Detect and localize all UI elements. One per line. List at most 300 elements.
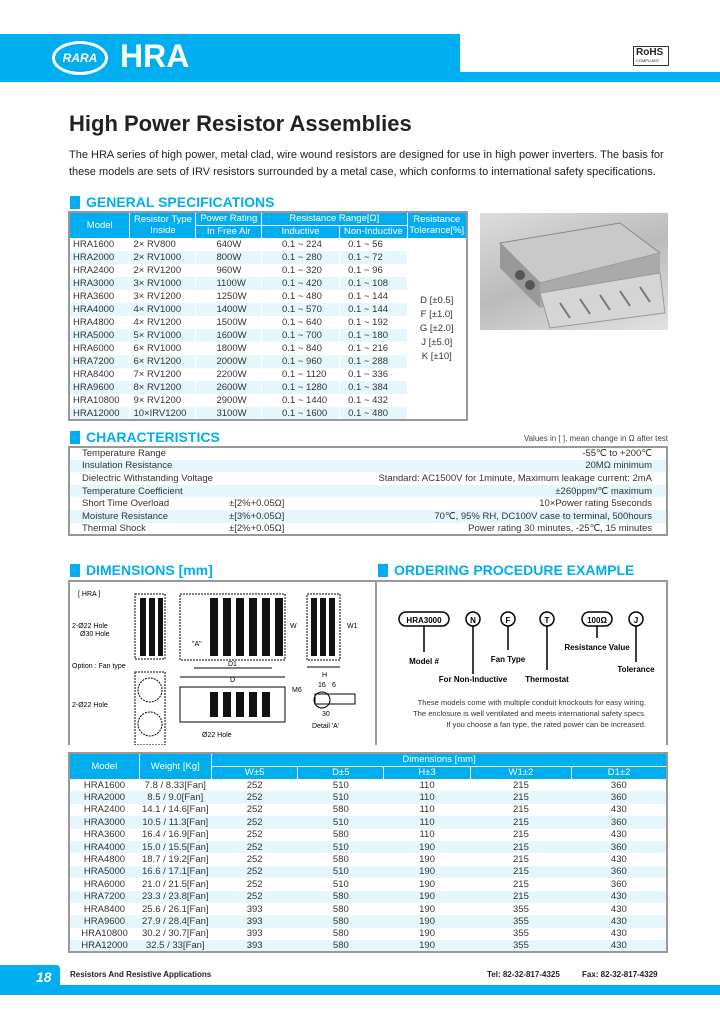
characteristic-change: ±[3%+0.05Ω]	[219, 510, 319, 523]
dim-30: 30	[322, 711, 330, 718]
w: 252	[246, 779, 263, 791]
footer-band	[0, 985, 720, 995]
power: 800W	[196, 251, 262, 264]
tolerance-option: G [±2.0]	[419, 322, 454, 334]
drawing-label: [ HRA ]	[78, 591, 101, 598]
h: 190	[384, 866, 470, 878]
fan-option-label: Option : Fan type	[72, 663, 126, 670]
d1: 430	[610, 928, 627, 940]
power: 2600W	[196, 381, 262, 394]
characteristics-heading	[70, 429, 220, 445]
table-row	[69, 791, 667, 803]
model: HRA1600	[69, 238, 130, 251]
w: 252	[212, 841, 298, 853]
rohs-sub: COMPLIANT	[636, 58, 660, 63]
table-row	[69, 510, 667, 523]
inductive-range: 0.1 ~ 420	[262, 277, 340, 290]
w: 393	[246, 903, 263, 915]
h: 190	[419, 854, 435, 866]
d: 580	[332, 928, 349, 940]
d1: 360	[572, 791, 667, 803]
code-thermostat: T	[544, 616, 550, 625]
resistor-type: 10×IRV1200	[130, 407, 196, 420]
bullet-icon	[70, 196, 80, 209]
tolerance-option: K [±10]	[421, 350, 452, 362]
table-row	[69, 238, 467, 251]
d1: 430	[610, 829, 627, 841]
table-row	[69, 915, 667, 927]
note: These models come with multiple conduit knockouts for easy wiring.	[417, 698, 646, 707]
h: 110	[419, 829, 435, 841]
power: 3100W	[196, 407, 262, 420]
col-dim: W±5	[212, 766, 298, 779]
series-title: HRA	[120, 38, 190, 74]
tolerance-cell	[407, 238, 467, 420]
characteristics-table	[68, 446, 668, 536]
d: 580	[332, 804, 349, 816]
footer-fax: Fax: 82-32-817-4329	[582, 970, 658, 979]
characteristic-change: ±[2%+0.05Ω]	[229, 522, 285, 534]
h: 190	[384, 891, 470, 903]
weight: 15.0 / 15.5[Fan]	[139, 841, 212, 853]
col-model: Model	[69, 753, 139, 779]
power: 960W	[196, 264, 262, 277]
model: HRA9600	[69, 915, 139, 927]
label-resistance: Resistance Value	[564, 643, 630, 652]
characteristic-change: ±[2%+0.05Ω]	[229, 498, 285, 510]
m6-label: M6	[292, 687, 302, 694]
w1: 215	[470, 841, 572, 853]
characteristic-name: Temperature Range	[82, 448, 166, 460]
col-dimensions: Dimensions [mm]	[212, 753, 667, 766]
characteristic-change	[219, 460, 319, 473]
col-type: Resistor Type Inside	[130, 212, 196, 238]
model: HRA9600	[69, 381, 130, 394]
d1: 430	[572, 940, 667, 952]
characteristics-note: Values in [ ], mean change in Ω after test	[523, 434, 668, 443]
non-inductive-range: 0.1 ~ 72	[340, 251, 407, 264]
power: 1600W	[196, 329, 262, 342]
d: 580	[332, 829, 349, 841]
bullet-icon	[70, 564, 80, 577]
d-label: D	[230, 677, 236, 684]
characteristic-change	[219, 447, 319, 460]
table-row	[69, 891, 667, 903]
dimension-drawing-box	[68, 580, 377, 745]
footer-tel: Tel: 82-32-817-4325	[487, 970, 560, 979]
product-photo	[480, 213, 668, 330]
model: HRA1600	[83, 779, 126, 791]
resistor-type: 5× RV1000	[130, 329, 196, 342]
w1: 355	[513, 903, 529, 915]
inductive-range: 0.1 ~ 570	[262, 303, 340, 316]
model: HRA12000	[69, 940, 139, 952]
col-tolerance: Resistance Tolerance[%]	[407, 212, 467, 238]
code-fan: F	[505, 616, 511, 625]
non-inductive-range: 0.1 ~ 108	[340, 277, 407, 290]
resistor-type: 3× RV1200	[130, 290, 196, 303]
w1: 215	[513, 804, 529, 816]
characteristic-value: 10×Power rating 5seconds	[539, 498, 652, 510]
table-row	[69, 940, 667, 952]
weight: 23.3 / 23.8[Fan]	[139, 891, 212, 903]
model: HRA2000	[69, 791, 139, 803]
d1: 360	[572, 866, 667, 878]
col-dim: D1±2	[572, 766, 667, 779]
table-row	[69, 841, 667, 853]
model: HRA4800	[69, 316, 130, 329]
model: HRA6000	[69, 342, 130, 355]
col-weight: Weight [Kg]	[139, 753, 212, 779]
non-inductive-range: 0.1 ~ 144	[340, 303, 407, 316]
model: HRA7200	[69, 891, 139, 903]
d: 580	[298, 915, 384, 927]
model: HRA8400	[69, 368, 130, 381]
d1: 430	[572, 891, 667, 903]
table-row	[69, 878, 667, 890]
note: If you choose a fan type, the rated power can be increased.	[446, 720, 646, 729]
code-resistance: 100Ω	[587, 616, 607, 625]
characteristic-value: ±260ppm/℃ maximum	[319, 485, 667, 498]
w: 252	[212, 891, 298, 903]
non-inductive-range: 0.1 ~ 180	[340, 329, 407, 342]
inductive-range: 0.1 ~ 224	[262, 238, 340, 251]
ordering-notes	[377, 697, 666, 730]
d1: 360	[572, 841, 667, 853]
model: HRA5000	[69, 866, 139, 878]
weight: 27.9 / 28.4[Fan]	[139, 915, 212, 927]
col-dim: H±3	[384, 766, 470, 779]
inductive-range: 0.1 ~ 480	[262, 290, 340, 303]
col-power-sub: In Free Air	[196, 225, 262, 238]
resistor-type: 2× RV1000	[130, 251, 196, 264]
dim-6: 6	[332, 682, 336, 689]
hole-label-3: 2-Ø22 Hole	[72, 702, 108, 709]
d: 580	[298, 891, 384, 903]
col-range: Resistance Range[Ω]	[262, 212, 408, 225]
hole-label-2: Ø30 Hole	[80, 631, 110, 638]
w: 252	[212, 866, 298, 878]
characteristic-name: Dielectric Withstanding Voltage	[82, 472, 213, 484]
power: 2000W	[196, 355, 262, 368]
model: HRA4000	[69, 303, 130, 316]
weight: 32.5 / 33[Fan]	[139, 940, 212, 952]
col-dim: D±5	[298, 766, 384, 779]
w1: 215	[470, 866, 572, 878]
model: HRA12000	[69, 407, 130, 420]
table-row	[69, 816, 667, 828]
intro-text: The HRA series of high power, metal clad, wire wound resistors are designed for use in high power inverters. The basis for these models are sets of IRV resistors surrounded by a metal case, which conforms to international safety specifications.	[69, 149, 664, 178]
weight: 8.5 / 9.0[Fan]	[139, 791, 212, 803]
model: HRA3600	[83, 829, 126, 841]
characteristic-name: Temperature Coefficient	[69, 485, 219, 498]
model: HRA4800	[83, 854, 126, 866]
w1: 355	[513, 928, 529, 940]
inductive-range: 0.1 ~ 320	[262, 264, 340, 277]
ordering-diagram	[377, 582, 667, 692]
tolerance-option: F [±1.0]	[420, 308, 453, 320]
resistor-type: 4× RV1200	[130, 316, 196, 329]
inductive-range: 0.1 ~ 840	[262, 342, 340, 355]
h: 190	[384, 841, 470, 853]
w: 393	[212, 915, 298, 927]
d: 510	[298, 816, 384, 828]
w-label: W	[290, 623, 297, 630]
table-row	[69, 779, 667, 791]
code-non-inductive: N	[470, 616, 476, 625]
hole-label-1: 2-Ø22 Hole	[72, 623, 108, 630]
code-model: HRA3000	[406, 616, 442, 625]
resistor-type: 6× RV1000	[130, 342, 196, 355]
inductive-range: 0.1 ~ 1440	[262, 394, 340, 407]
d: 510	[298, 841, 384, 853]
non-inductive-range: 0.1 ~ 432	[340, 394, 407, 407]
w1: 215	[513, 779, 529, 791]
heading-text: GENERAL SPECIFICATIONS	[86, 194, 275, 210]
model: HRA6000	[83, 878, 126, 890]
bullet-icon	[378, 564, 388, 577]
resistor-type: 3× RV1000	[130, 277, 196, 290]
ordering-box	[375, 580, 668, 745]
w: 393	[212, 940, 298, 952]
resistor-type: 4× RV1000	[130, 303, 196, 316]
d1: 360	[572, 816, 667, 828]
detail-label: Detail 'A'	[312, 723, 340, 730]
table-row	[69, 804, 667, 816]
model: HRA3600	[69, 290, 130, 303]
d: 580	[332, 903, 349, 915]
resistor-type: 7× RV1200	[130, 368, 196, 381]
weight: 30.2 / 30.7[Fan]	[142, 928, 209, 940]
power: 1400W	[196, 303, 262, 316]
inductive-range: 0.1 ~ 1280	[262, 381, 340, 394]
characteristic-name: Short Time Overload	[82, 498, 170, 510]
characteristic-value: 70℃, 95% RH, DC100V case to terminal, 500hours	[319, 510, 667, 523]
characteristic-name: Insulation Resistance	[69, 460, 219, 473]
table-row	[69, 829, 667, 841]
h: 190	[419, 878, 435, 890]
h: 110	[419, 804, 435, 816]
w: 252	[246, 878, 263, 890]
non-inductive-range: 0.1 ~ 288	[340, 355, 407, 368]
page-title: High Power Resistor Assemblies	[69, 111, 412, 136]
table-row	[69, 485, 667, 498]
w: 393	[246, 928, 263, 940]
power: 1500W	[196, 316, 262, 329]
w1: 355	[470, 915, 572, 927]
power: 1250W	[196, 290, 262, 303]
w1: 215	[470, 891, 572, 903]
table-row	[69, 472, 667, 485]
label-thermostat: Thermostat	[525, 675, 569, 684]
h: 110	[384, 816, 470, 828]
w1: 215	[470, 791, 572, 803]
characteristic-change	[219, 472, 319, 485]
dimensions-heading	[70, 562, 213, 578]
company-logo: RARA	[52, 41, 108, 75]
power: 640W	[196, 238, 262, 251]
model: HRA4000	[69, 841, 139, 853]
d: 510	[298, 866, 384, 878]
resistor-type: 6× RV1200	[130, 355, 196, 368]
dimension-drawing	[70, 582, 375, 745]
d: 580	[298, 940, 384, 952]
col-dim: W1±2	[470, 766, 572, 779]
d: 580	[332, 854, 349, 866]
label-tolerance: Tolerance	[617, 665, 655, 674]
dim-16: 16	[318, 682, 326, 689]
table-row	[69, 497, 667, 510]
non-inductive-range: 0.1 ~ 56	[340, 238, 407, 251]
resistor-type: 2× RV1200	[130, 264, 196, 277]
header-band-strip	[440, 72, 720, 82]
d: 510	[332, 779, 349, 791]
model: HRA3000	[69, 816, 139, 828]
d1: 430	[610, 804, 627, 816]
characteristic-name: Moisture Resistance	[69, 510, 219, 523]
d1-label: D1	[228, 661, 237, 668]
w: 252	[246, 854, 263, 866]
weight: 21.0 / 21.5[Fan]	[142, 878, 209, 890]
power: 2900W	[196, 394, 262, 407]
bullet-icon	[70, 431, 80, 444]
w1: 215	[470, 816, 572, 828]
general-spec-heading	[70, 194, 275, 210]
h: 190	[384, 940, 470, 952]
w1: 215	[513, 878, 529, 890]
h: 110	[384, 791, 470, 803]
w: 252	[212, 791, 298, 803]
col-inductive: Inductive	[262, 225, 340, 238]
resistor-assembly-image	[480, 213, 668, 330]
characteristic-name: Thermal Shock	[82, 522, 146, 534]
page-number: 18	[0, 965, 60, 995]
non-inductive-range: 0.1 ~ 96	[340, 264, 407, 277]
characteristic-value: 20MΩ minimum	[319, 460, 667, 473]
d1: 430	[572, 915, 667, 927]
h: 190	[384, 915, 470, 927]
w1-label: W1	[347, 623, 358, 630]
non-inductive-range: 0.1 ~ 384	[340, 381, 407, 394]
d1: 360	[610, 878, 627, 890]
non-inductive-range: 0.1 ~ 144	[340, 290, 407, 303]
table-row	[69, 460, 667, 473]
label-model: Model #	[409, 657, 439, 666]
non-inductive-range: 0.1 ~ 480	[340, 407, 407, 420]
heading-text: DIMENSIONS [mm]	[86, 562, 213, 578]
label-non-inductive: For Non-Inductive	[438, 675, 508, 684]
detail-a-marker: "A"	[192, 641, 202, 648]
w: 252	[212, 816, 298, 828]
table-row	[69, 447, 667, 460]
model: HRA7200	[69, 355, 130, 368]
rohs-label: RoHS	[636, 47, 664, 58]
model: HRA10800	[81, 928, 128, 940]
note: The enclosure is well ventilated and meets international safety specs.	[413, 709, 646, 718]
model: HRA2400	[69, 264, 130, 277]
table-row	[69, 523, 667, 536]
w1: 355	[470, 940, 572, 952]
col-power: Power Rating	[196, 212, 262, 225]
table-row	[69, 866, 667, 878]
col-model: Model	[69, 212, 130, 238]
h: 110	[419, 779, 435, 791]
w: 252	[246, 804, 263, 816]
characteristic-change	[219, 485, 319, 498]
w: 252	[246, 829, 263, 841]
power: 1100W	[196, 277, 262, 290]
resistor-type: 9× RV1200	[130, 394, 196, 407]
code-tolerance: J	[633, 616, 639, 625]
inductive-range: 0.1 ~ 960	[262, 355, 340, 368]
h: 190	[419, 928, 435, 940]
model: HRA3000	[69, 277, 130, 290]
table-row	[69, 853, 667, 865]
general-spec-table	[68, 211, 468, 421]
weight: 18.7 / 19.2[Fan]	[142, 854, 209, 866]
d: 510	[332, 878, 349, 890]
power: 2200W	[196, 368, 262, 381]
rohs-badge	[633, 46, 669, 66]
d1: 430	[610, 903, 627, 915]
inductive-range: 0.1 ~ 1600	[262, 407, 340, 420]
characteristic-value: -55℃ to +200℃	[582, 448, 652, 460]
hole-label-4: Ø22 Hole	[202, 732, 232, 739]
d1: 430	[610, 854, 627, 866]
tolerance-option: D [±0.5]	[420, 294, 454, 306]
table-row	[69, 928, 667, 940]
table-row	[69, 903, 667, 915]
footer-section: Resistors And Resistive Applications	[70, 970, 212, 979]
weight: 10.5 / 11.3[Fan]	[139, 816, 212, 828]
model: HRA2000	[69, 251, 130, 264]
inductive-range: 0.1 ~ 640	[262, 316, 340, 329]
label-fan: Fan Type	[490, 655, 526, 664]
model: HRA10800	[69, 394, 130, 407]
h-label: H	[322, 672, 328, 679]
inductive-range: 0.1 ~ 280	[262, 251, 340, 264]
col-non-inductive: Non-Inductive	[340, 225, 407, 238]
d1: 360	[610, 779, 627, 791]
weight: 14.1 / 14.6[Fan]	[142, 804, 209, 816]
characteristic-value: Power rating 30 minutes, -25℃, 15 minutes	[468, 522, 652, 534]
tolerance-option: J [±5.0]	[421, 336, 453, 348]
weight: 7.8 / 8.33[Fan]	[144, 779, 206, 791]
ordering-heading	[378, 562, 634, 578]
heading-text: CHARACTERISTICS	[86, 429, 220, 445]
heading-text: ORDERING PROCEDURE EXAMPLE	[394, 562, 635, 578]
weight: 16.6 / 17.1[Fan]	[139, 866, 212, 878]
model: HRA8400	[83, 903, 126, 915]
d: 510	[298, 791, 384, 803]
h: 190	[419, 903, 435, 915]
weight: 16.4 / 16.9[Fan]	[142, 829, 209, 841]
w1: 215	[513, 829, 529, 841]
non-inductive-range: 0.1 ~ 336	[340, 368, 407, 381]
model: HRA5000	[69, 329, 130, 342]
w1: 215	[513, 854, 529, 866]
dimensions-table	[68, 752, 668, 953]
inductive-range: 0.1 ~ 1120	[262, 368, 340, 381]
non-inductive-range: 0.1 ~ 216	[340, 342, 407, 355]
power: 1800W	[196, 342, 262, 355]
model: HRA2400	[83, 804, 126, 816]
weight: 25.6 / 26.1[Fan]	[142, 903, 209, 915]
resistor-type: 2× RV800	[130, 238, 196, 251]
resistor-type: 8× RV1200	[130, 381, 196, 394]
characteristic-value: Standard: AC1500V for 1minute, Maximum leakage current: 2mA	[378, 472, 652, 484]
inductive-range: 0.1 ~ 700	[262, 329, 340, 342]
